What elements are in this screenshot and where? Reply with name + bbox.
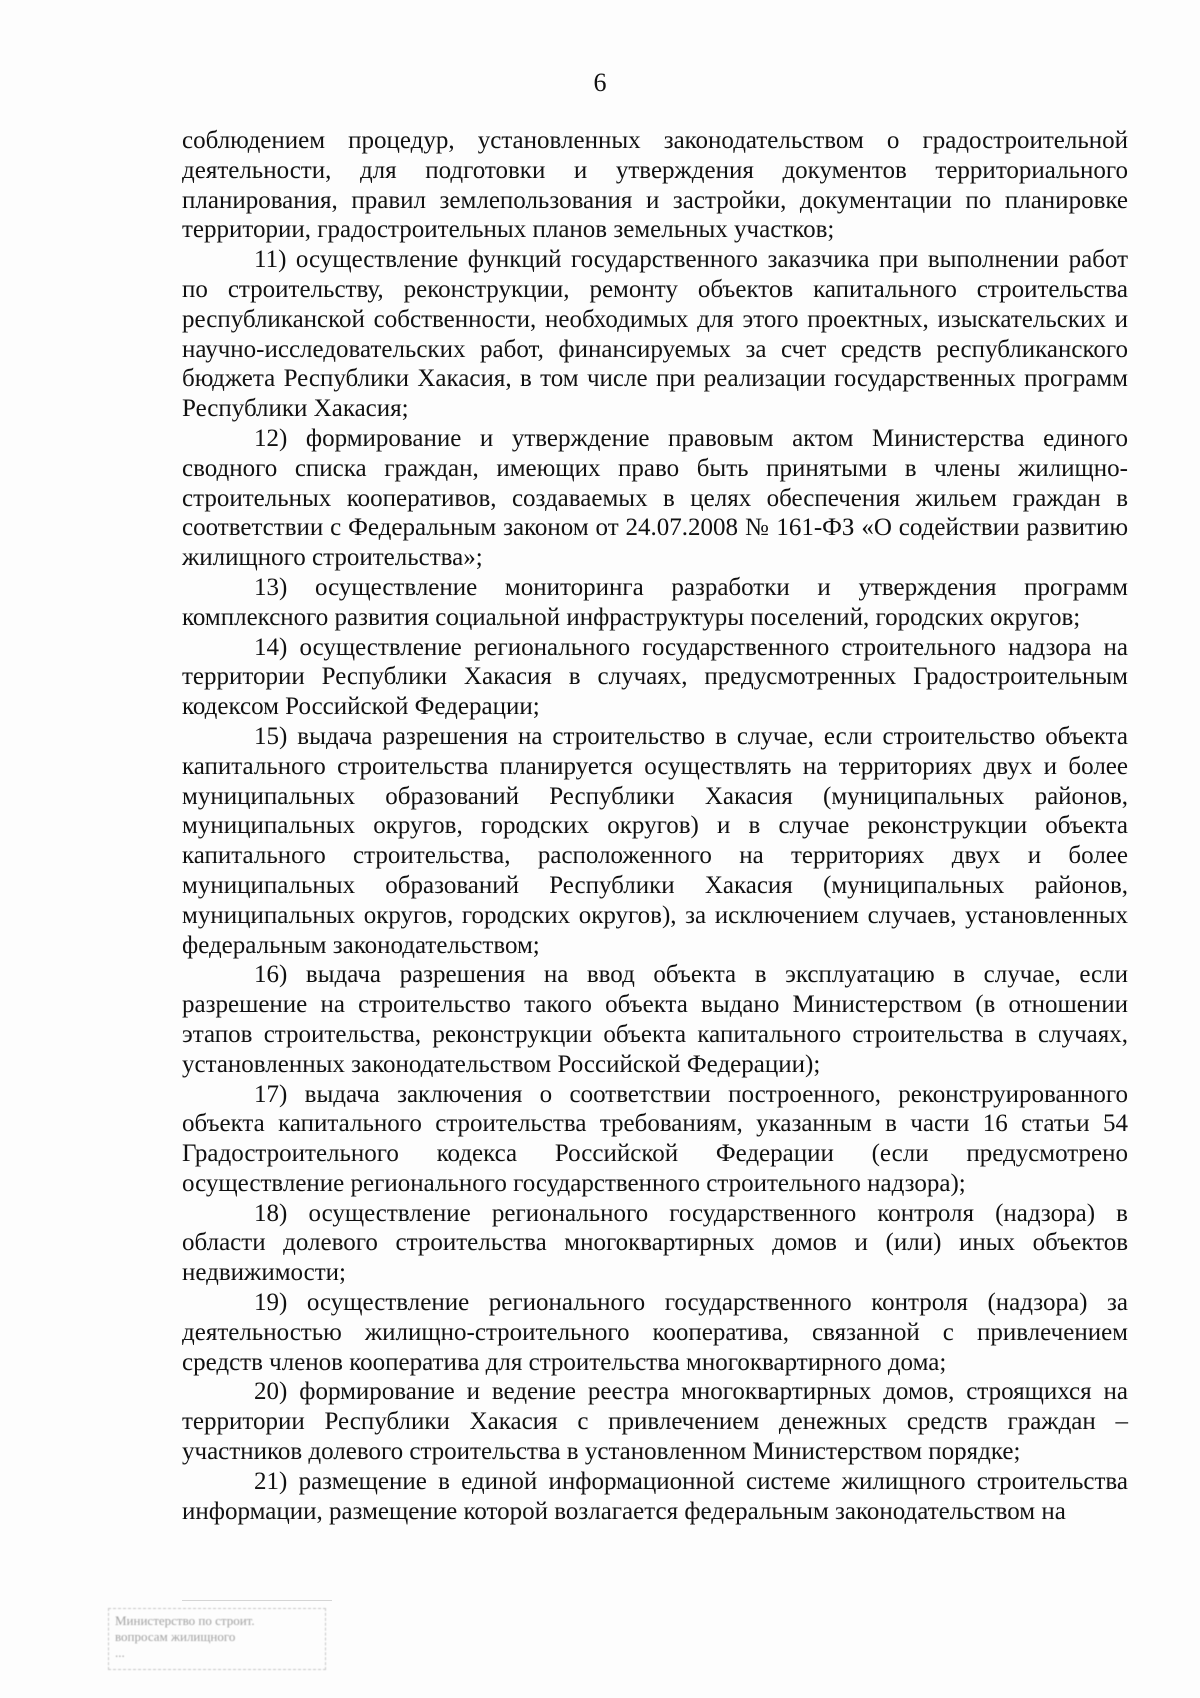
stamp-line: ... [115,1645,125,1660]
list-item-14: 14) осуществление регионального государственного строительного надзора на территории Республики Хакасия в случаях, предусмотренных Градостроительным кодексом Российской Федерации; [182,633,1128,721]
list-item-11: 11) осуществление функций государственного заказчика при выполнении работ по строительству, реконструкции, ремонту объектов капитального строительства республиканской собственности, необходимых для этого проектных, изыскательских и научно-исследовательских работ, финансируемых за счет средств республиканского бюджета Республики Хакасия, в том числе при реализации государственных программ Республики Хакасия; [182,246,1128,423]
document-body [182,126,1128,1526]
list-item-18: 18) осуществление регионального государственного контроля (надзора) в области долевого строительства многоквартирных домов и (или) иных объектов недвижимости; [182,1199,1128,1287]
scan-divider [182,1600,332,1601]
list-item-16: 16) выдача разрешения на ввод объекта в эксплуатацию в случае, если разрешение на строительство такого объекта выдано Министерством (в отношении этапов строительства, реконструкции объекта капитального строительства в случаях, установленных законодательством Российской Федерации); [182,961,1128,1078]
list-item-19: 19) осуществление регионального государственного контроля (надзора) за деятельностью жилищно-строительного кооператива, связанной с привлечением средств членов кооператива для строительства многоквартирного дома; [182,1289,1128,1376]
stamp-line: вопросам жилищного [115,1629,236,1644]
list-item-13: 13) осуществление мониторинга разработки и утверждения программ комплексного развития социальной инфраструктуры поселений, городских округов; [182,573,1128,631]
paragraph-continuation: соблюдением процедур, установленных законодательством о градостроительной деятельности, для подготовки и утверждения документов территориального планирования, правил землепользования и застройки, документации по планировке территории, градостроительных планов земельных участков; [182,127,1128,244]
stamp-line: Министерство по строит. [115,1613,255,1628]
list-item-20: 20) формирование и ведение реестра многоквартирных домов, строящихся на территории Республики Хакасия с привлечением денежных средств граждан – участников долевого строительства в установленном Министерством порядке; [182,1378,1128,1466]
registration-stamp [108,1608,326,1670]
list-item-12: 12) формирование и утверждение правовым актом Министерства единого сводного списка граждан, имеющих право быть принятыми в члены жилищно-строительных кооперативов, создаваемых в целях обеспечения жильем граждан в соответствии с Федеральным законом от 24.07.2008 № 161-ФЗ «О содействии развитию жилищного строительства»; [182,424,1128,572]
list-item-17: 17) выдача заключения о соответствии построенного, реконструированного объекта капитального строительства требованиям, указанным в части 16 статьи 54 Градостроительного кодекса Российской Федерации (если предусмотрено осуществление регионального государственного строительного надзора); [182,1080,1128,1197]
page-number: 6 [593,68,607,97]
list-item-15: 15) выдача разрешения на строительство в случае, если строительство объекта капитального строительства планируется осуществлять на территориях двух и более муниципальных образований Республики Хакасия (муниципальных районов, муниципальных округов, городских округов) и в случае реконструкции объекта капитального строительства, расположенного на территориях двух и более муниципальных образований Республики Хакасия (муниципальных районов, муниципальных округов, городских округов), за исключением случаев, установленных федеральным законодательством; [182,722,1128,959]
list-item-21: 21) размещение в единой информационной системе жилищного строительства информации, размещение которой возлагается федеральным законодательством на [182,1467,1128,1525]
